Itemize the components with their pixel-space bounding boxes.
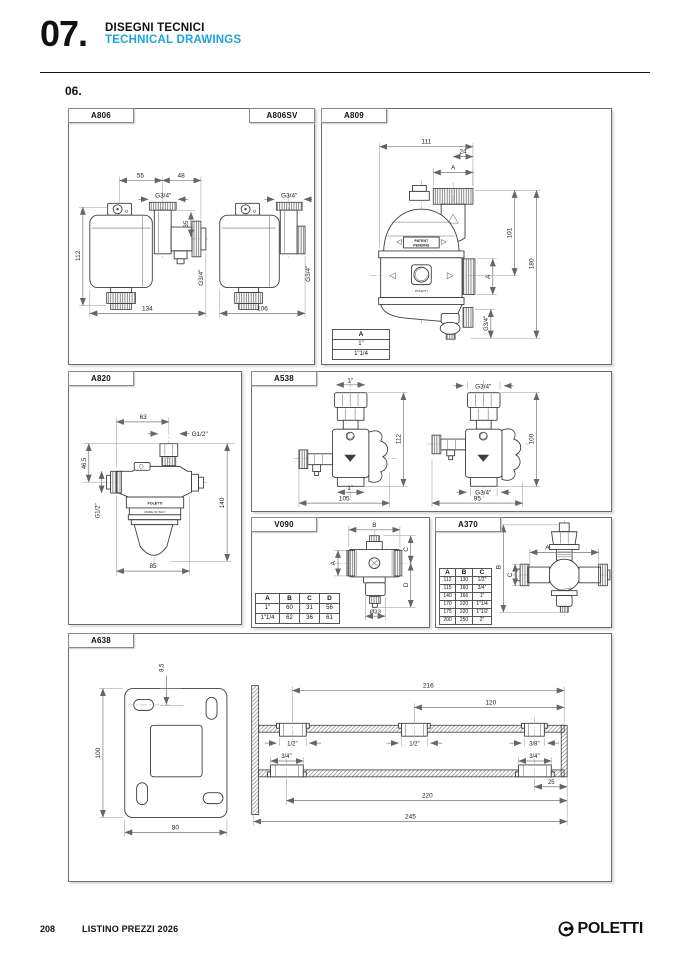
a638-plate <box>125 689 227 818</box>
panel-label-text: A638 <box>91 636 111 645</box>
panel-a370 <box>435 517 612 628</box>
dim-label: 140 <box>219 497 227 509</box>
table-cell: 1"1/4 <box>256 614 280 624</box>
table-cell: 250 <box>456 617 473 625</box>
panel-a638 <box>68 633 612 882</box>
table-cell: 175 <box>440 609 456 617</box>
dim-label: A <box>545 544 550 552</box>
table-cell: 130 <box>456 577 473 585</box>
table-cell: 61 <box>320 614 340 624</box>
table-cell: 200 <box>440 617 456 625</box>
table-cell: 1/2" <box>473 577 492 585</box>
dim-label: 111 <box>421 138 432 146</box>
dim-label: D <box>402 582 410 588</box>
dim-label: 112 <box>395 433 403 445</box>
panel-label-text: A820 <box>91 374 111 383</box>
table-cell: 220 <box>456 601 473 609</box>
a370-size-table <box>439 568 492 625</box>
dim-label: 100 <box>528 433 536 445</box>
panel-v090 <box>251 517 430 628</box>
table-cell: 1" <box>256 604 280 614</box>
table-cell: 220 <box>456 609 473 617</box>
table-cell: 170 <box>440 601 456 609</box>
dim-label: 100 <box>94 747 102 759</box>
table-header-cell: D <box>320 594 340 604</box>
poletti-mark-icon <box>411 265 431 285</box>
a820-device <box>103 428 208 571</box>
dim-label: 3/4" <box>529 753 540 760</box>
dim-label: 1/2" <box>287 741 298 748</box>
panel-label-a638 <box>68 633 134 648</box>
dim-label: A <box>450 164 456 172</box>
panel-label-text: A809 <box>344 111 364 120</box>
header-divider <box>40 72 650 73</box>
table-header-cell: A <box>256 594 280 604</box>
table-cell: 56 <box>320 604 340 614</box>
title-english: TECHNICAL DRAWINGS <box>105 34 242 46</box>
device-brand-text: POLETTI <box>415 289 428 294</box>
a820-drawing <box>69 372 241 624</box>
dim-label: 35 <box>183 220 191 228</box>
catalog-label: LISTINO PREZZI 2026 <box>82 924 179 934</box>
panel-a538 <box>251 371 612 512</box>
panel-label-v090 <box>251 517 317 532</box>
dim-label: 24 <box>459 148 467 156</box>
dim-label: G3/4" <box>155 192 172 200</box>
panel-label-text: V090 <box>274 520 294 529</box>
table-cell: 1"1/4 <box>473 601 492 609</box>
dim-label: G3/4" <box>475 489 492 497</box>
table-cell: 3/4" <box>473 585 492 593</box>
a370-device <box>511 520 610 618</box>
table-cell: 1"1/2 <box>473 609 492 617</box>
dim-label: 112 <box>74 250 82 261</box>
brand-name: POLETTI <box>577 920 643 937</box>
panel-label-text: A538 <box>274 374 294 383</box>
table-cell: 140 <box>440 593 456 601</box>
dim-label: 101 <box>506 227 514 239</box>
dim-label: 245 <box>405 813 416 821</box>
chapter-number: 07. <box>40 13 88 54</box>
table-cell: 166 <box>456 593 473 601</box>
page-footer <box>0 920 677 946</box>
patent-text-line1: PATENT <box>414 238 429 243</box>
dim-label: 95 <box>473 495 481 503</box>
table-header-cell: A <box>333 330 390 340</box>
panel-label-a370 <box>435 517 501 532</box>
dim-label: 3/4" <box>281 753 292 760</box>
brand-logo <box>558 920 643 938</box>
header-titles <box>105 22 241 46</box>
panel-a809 <box>321 108 612 365</box>
panel-label-text: A806SV <box>266 111 298 120</box>
dim-label: G3/4" <box>475 383 492 391</box>
table-cell: 60 <box>280 604 300 614</box>
panel-label-a809 <box>321 108 387 123</box>
a538-drawing <box>252 372 611 511</box>
dim-label: 220 <box>421 792 433 800</box>
v090-size-table <box>255 593 340 624</box>
dim-label: G3/4" <box>483 315 490 331</box>
table-header-cell: C <box>300 594 320 604</box>
dim-label: 1" <box>347 377 354 385</box>
title-italian: DISEGNI TECNICI <box>105 22 205 34</box>
a638-bar <box>252 686 567 815</box>
page-header <box>40 13 242 54</box>
dim-label: 48 <box>177 172 185 180</box>
a638-bar-dims <box>254 683 567 826</box>
a806-left-device <box>90 194 210 309</box>
table-cell: 1" <box>333 340 390 350</box>
panel-label-text: A806 <box>91 111 111 120</box>
dim-label: C <box>507 572 515 578</box>
dim-label: A <box>330 561 338 566</box>
dim-label: 46.5 <box>81 457 88 470</box>
panel-a820 <box>68 371 242 625</box>
dim-label: G3/4" <box>281 192 298 200</box>
valve-handle <box>369 431 388 482</box>
table-cell: 31 <box>300 604 320 614</box>
table-cell: 115 <box>440 585 456 593</box>
device-origin-text: MADE IN ITALY <box>144 509 166 514</box>
a538-left-assembly <box>293 380 397 500</box>
table-cell: 2" <box>473 617 492 625</box>
dim-label: B <box>372 521 377 529</box>
dim-label: 80 <box>171 824 179 832</box>
dim-label: A <box>484 274 492 279</box>
a538-right-assembly <box>426 380 530 500</box>
panel-label-text: A370 <box>458 520 478 529</box>
table-cell: 36 <box>300 614 320 624</box>
table-cell: 1"1/4 <box>333 350 390 360</box>
table-header-cell: B <box>456 569 473 577</box>
dim-label: 105 <box>338 495 350 503</box>
panel-label-a806 <box>68 108 134 123</box>
dim-label: 1" <box>347 484 354 492</box>
table-cell: 62 <box>280 614 300 624</box>
dim-label: G1/2" <box>191 431 208 439</box>
dim-label: 55 <box>136 172 145 180</box>
dim-label: 1/2" <box>409 741 420 748</box>
table-cell: 112 <box>440 577 456 585</box>
a809-size-table <box>332 329 390 360</box>
a806-drawing <box>69 109 314 364</box>
table-cell: 1" <box>473 593 492 601</box>
section-number: 06. <box>65 84 82 98</box>
valve-handle <box>502 429 521 480</box>
dim-label: C <box>402 547 410 552</box>
table-header-cell: B <box>280 594 300 604</box>
a638-drawing <box>69 634 611 881</box>
patent-text-line2: PENDING <box>413 243 430 248</box>
dim-label: G3/4" <box>305 265 313 282</box>
panel-label-a820 <box>68 371 134 386</box>
dim-label: 106 <box>257 305 268 313</box>
dim-label: Ø33 <box>369 609 381 616</box>
page-number: 208 <box>40 924 56 934</box>
table-cell: 160 <box>456 585 473 593</box>
poletti-logo-icon <box>558 921 574 937</box>
dim-label: 180 <box>528 258 536 270</box>
dim-label: 25 <box>547 779 555 786</box>
dim-label: 8.5 <box>159 663 166 672</box>
device-brand-text: POLETTI <box>147 501 163 506</box>
dim-label: B <box>495 564 503 570</box>
table-header-cell: C <box>473 569 492 577</box>
v090-device <box>335 530 412 613</box>
dim-label: 216 <box>422 682 434 690</box>
a809-drawing <box>322 109 611 364</box>
dim-label: 3/8" <box>529 741 540 748</box>
dim-label: 85 <box>149 563 157 571</box>
a809-device <box>370 180 481 344</box>
dim-label: 134 <box>141 305 153 313</box>
dim-label: 120 <box>485 699 497 707</box>
dim-label: G3/4" <box>197 269 205 286</box>
panel-a806 <box>68 108 315 365</box>
dim-label: 63 <box>139 413 147 421</box>
panel-label-a538 <box>251 371 317 386</box>
a806sv-device <box>220 194 305 309</box>
table-header-cell: A <box>440 569 456 577</box>
dim-label: G1/2" <box>95 503 102 519</box>
panel-label-a806sv <box>249 108 315 123</box>
